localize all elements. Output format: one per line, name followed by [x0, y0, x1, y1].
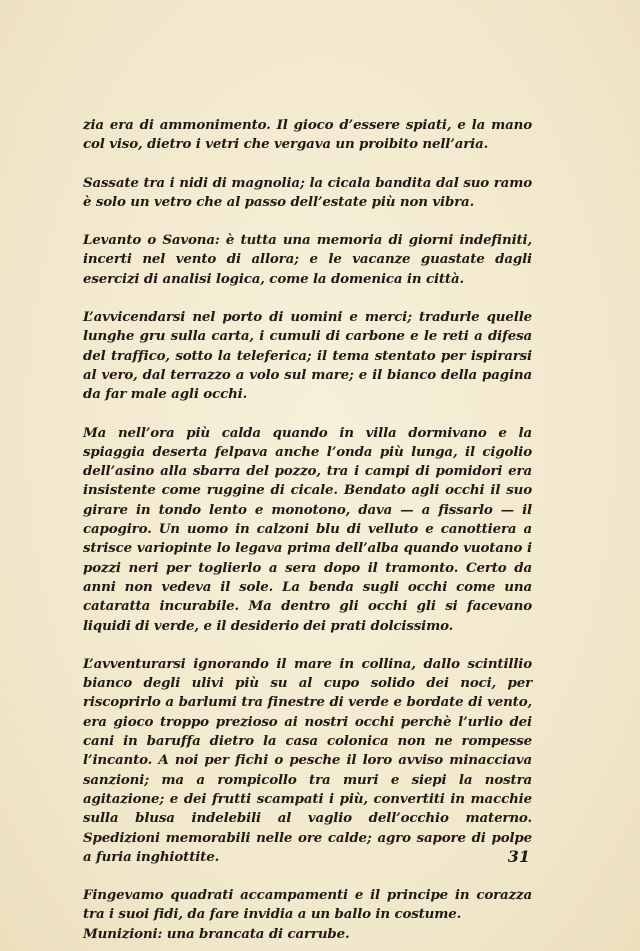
- paragraph-8: Munizioni: una brancata di carrube.: [83, 925, 350, 942]
- page-number: 31: [507, 847, 530, 866]
- paragraph-6: L’avventurarsi ignorando il mare in collina, dallo scintillio bianco degli ulivi più su al cupo solido dei noci, per riscoprirlo a barlumi tra finestre di verde e bordate di vento, era gioco troppo prezioso ai nostri occhi perchè l’urlio dei cani in baruffa dietro la casa colonica non ne rompesse l’incanto. A noi per fichi o pesche il loro avviso minacciava sanzioni; ma a rompicollo tra muri e siepi la nostra agitazione; e dei frutti scampati i più, convertiti in macchie sulla blusa indelebili al vaglio dell’occhio materno. Spedizioni memorabili nelle ore calde; agro sapore di polpe a furia inghiottite.: [83, 655, 532, 865]
- paragraph-3: Levanto o Savona: è tutta una memoria di giorni indefiniti, incerti nel vento di allora; e le vacanze guastate dagli esercizi di analisi logica, come la domenica in città.: [83, 232, 532, 287]
- paragraph-2: Sassate tra i nidi di magnolia; la cicala bandita dal suo ramo è solo un vetro che al passo dell’estate più non vibra.: [83, 174, 532, 210]
- text-body: [83, 116, 532, 944]
- paragraph-1: zia era di ammonimento. Il gioco d’essere spiati, e la mano col viso, dietro i vetri che vergava un proibito nell’aria.: [83, 117, 532, 153]
- paragraph-4: L’avvicendarsi nel porto di uomini e merci; tradurle quelle lunghe gru sulla carta, i cumuli di carbone e le reti a difesa del traffico, sotto la teleferica; il tema stentato per ispirarsi al vero, dal terrazzo a volo sul mare; e il bianco della pagina da far male agli occhi.: [83, 309, 532, 403]
- paragraph-5: Ma nell’ora più calda quando in villa dormivano e la spiaggia deserta felpava anche l’onda più lunga, il cigolio dell’asino alla sbarra del pozzo, tra i campi di pomidori era insistente come ruggine di cicale. Bendato agli occhi il suo girare in tondo lento e monotono, dava — a fissarlo — il capogiro. Un uomo in calzoni blu di velluto e canottiera a strisce variopinte lo legava prima dell’alba quando vuotano i pozzi neri per toglierlo a sera dopo il tramonto. Certo da anni non vedeva il sole. La benda sugli occhi come una cataratta incurabile. Ma dentro gli occhi gli si facevano liquidi di verde, e il desiderio dei prati dolcissimo.: [83, 424, 532, 634]
- paragraph-7: Fingevamo quadrati accampamenti e il principe in corazza tra i suoi fidi, da fare invidia a un ballo in costume.: [83, 887, 532, 923]
